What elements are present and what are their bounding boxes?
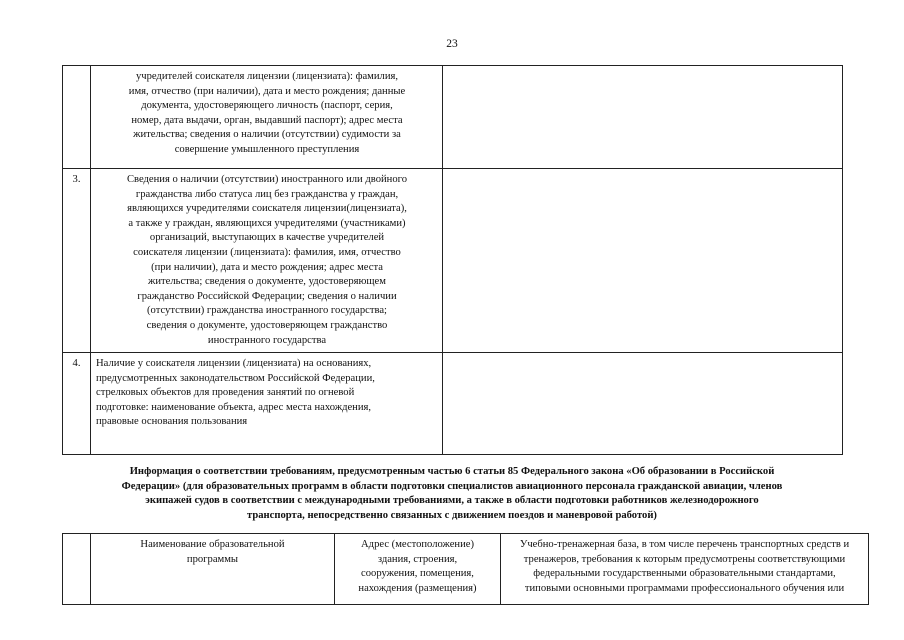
text-line: соискателя лицензии (лицензиата): фамилия, имя, отчество xyxy=(133,246,401,258)
text-line: документа, удостоверяющего личность (паспорт, серия, xyxy=(141,100,393,112)
header-line: нахождения (размещения) xyxy=(358,582,477,594)
row-description xyxy=(91,169,443,353)
text-line: сведения о документе, удостоверяющем гражданство xyxy=(146,319,388,331)
text-line: (при наличии), дата и место рождения; адрес места xyxy=(151,261,383,273)
header-line: Учебно-тренажерная база, в том числе перечень транспортных средств и xyxy=(519,539,850,550)
heading-line: транспорта, непосредственно связанных с движением поездов и маневровой работой) xyxy=(247,509,657,521)
heading-line: Федерации» (для образовательных программ в области подготовки специалистов авиационного персонала гражданской авиации, членов xyxy=(121,480,783,492)
text-line: жительства; сведения о документе, удостоверяющем xyxy=(148,276,386,288)
header-line: сооружения, помещения, xyxy=(361,568,474,580)
header-training-base xyxy=(501,534,869,605)
text-line: подготовке: наименование объекта, адрес места нахождения, xyxy=(96,401,372,413)
row-number xyxy=(63,66,91,169)
table-row xyxy=(63,353,843,455)
text-line: учредителей соискателя лицензии (лицензиата): фамилия, xyxy=(135,71,399,82)
text-line: Сведения о наличии (отсутствии) иностранного или двойного xyxy=(126,174,408,185)
table-row xyxy=(63,169,843,353)
training-base-table xyxy=(62,533,869,605)
text-line: гражданства либо статуса лиц без гражданства у граждан, xyxy=(135,188,399,200)
header-line: Наименование образовательной xyxy=(140,539,285,550)
text-line: предусмотренных законодательством Российской Федерации, xyxy=(96,372,375,384)
information-table xyxy=(62,65,843,455)
text-line: правовые основания пользования xyxy=(96,416,248,428)
header-number-cell xyxy=(63,534,91,605)
text-line: являющихся учредителями соискателя лицензии(лицензиата), xyxy=(127,203,407,215)
text-line: жительства; сведения о наличии (отсутствии) судимости за xyxy=(133,129,401,141)
row-answer-cell xyxy=(443,66,843,169)
text-line: (отсутствии) гражданства иностранного государства; xyxy=(147,305,387,317)
table-row xyxy=(63,66,843,169)
header-line: федеральными государственными образовательными стандартами, xyxy=(533,568,836,580)
row-description xyxy=(91,353,443,455)
text-line: номер, дата выдачи, орган, выдавший паспорт); адрес места xyxy=(131,114,403,126)
header-line: Адрес (местоположение) xyxy=(361,539,474,550)
table-header-row xyxy=(63,534,869,605)
page-number: 23 xyxy=(446,38,458,50)
text-line: стрелковых объектов для проведения занятий по огневой xyxy=(96,387,355,399)
header-line: здания, строения, xyxy=(377,553,458,565)
row-answer-cell xyxy=(443,169,843,353)
header-line: типовыми основными программами профессионального обучения или xyxy=(524,582,845,594)
header-program-name xyxy=(91,534,335,605)
header-line: программы xyxy=(186,553,239,565)
text-line: организаций, выступающих в качестве учредителей xyxy=(149,232,385,244)
row-number: 4. xyxy=(63,353,91,455)
row-number: 3. xyxy=(63,169,91,353)
row-description xyxy=(91,66,443,169)
row-answer-cell xyxy=(443,353,843,455)
text-line: имя, отчество (при наличии), дата и место рождения; данные xyxy=(128,85,406,97)
section-heading xyxy=(62,465,842,523)
header-address xyxy=(335,534,501,605)
header-line: тренажеров, требования к которым предусмотрены соответствующими xyxy=(523,553,846,565)
heading-line: экипажей судов в соответствии с международными требованиями, а также в области подготовки работников железнодорожного xyxy=(145,495,759,507)
heading-line: Информация о соответствии требованиям, предусмотренным частью 6 статьи 85 Федерального закона «Об образовании в Российской xyxy=(129,466,775,477)
text-line: а также у граждан, являющихся учредителями (участниками) xyxy=(128,217,406,229)
text-line: гражданство Российской Федерации; сведения о наличии xyxy=(137,290,397,302)
text-line: совершение умышленного преступления xyxy=(174,143,360,155)
text-line: Наличие у соискателя лицензии (лицензиата) на основаниях, xyxy=(96,358,372,369)
text-line: иностранного государства xyxy=(207,334,327,346)
